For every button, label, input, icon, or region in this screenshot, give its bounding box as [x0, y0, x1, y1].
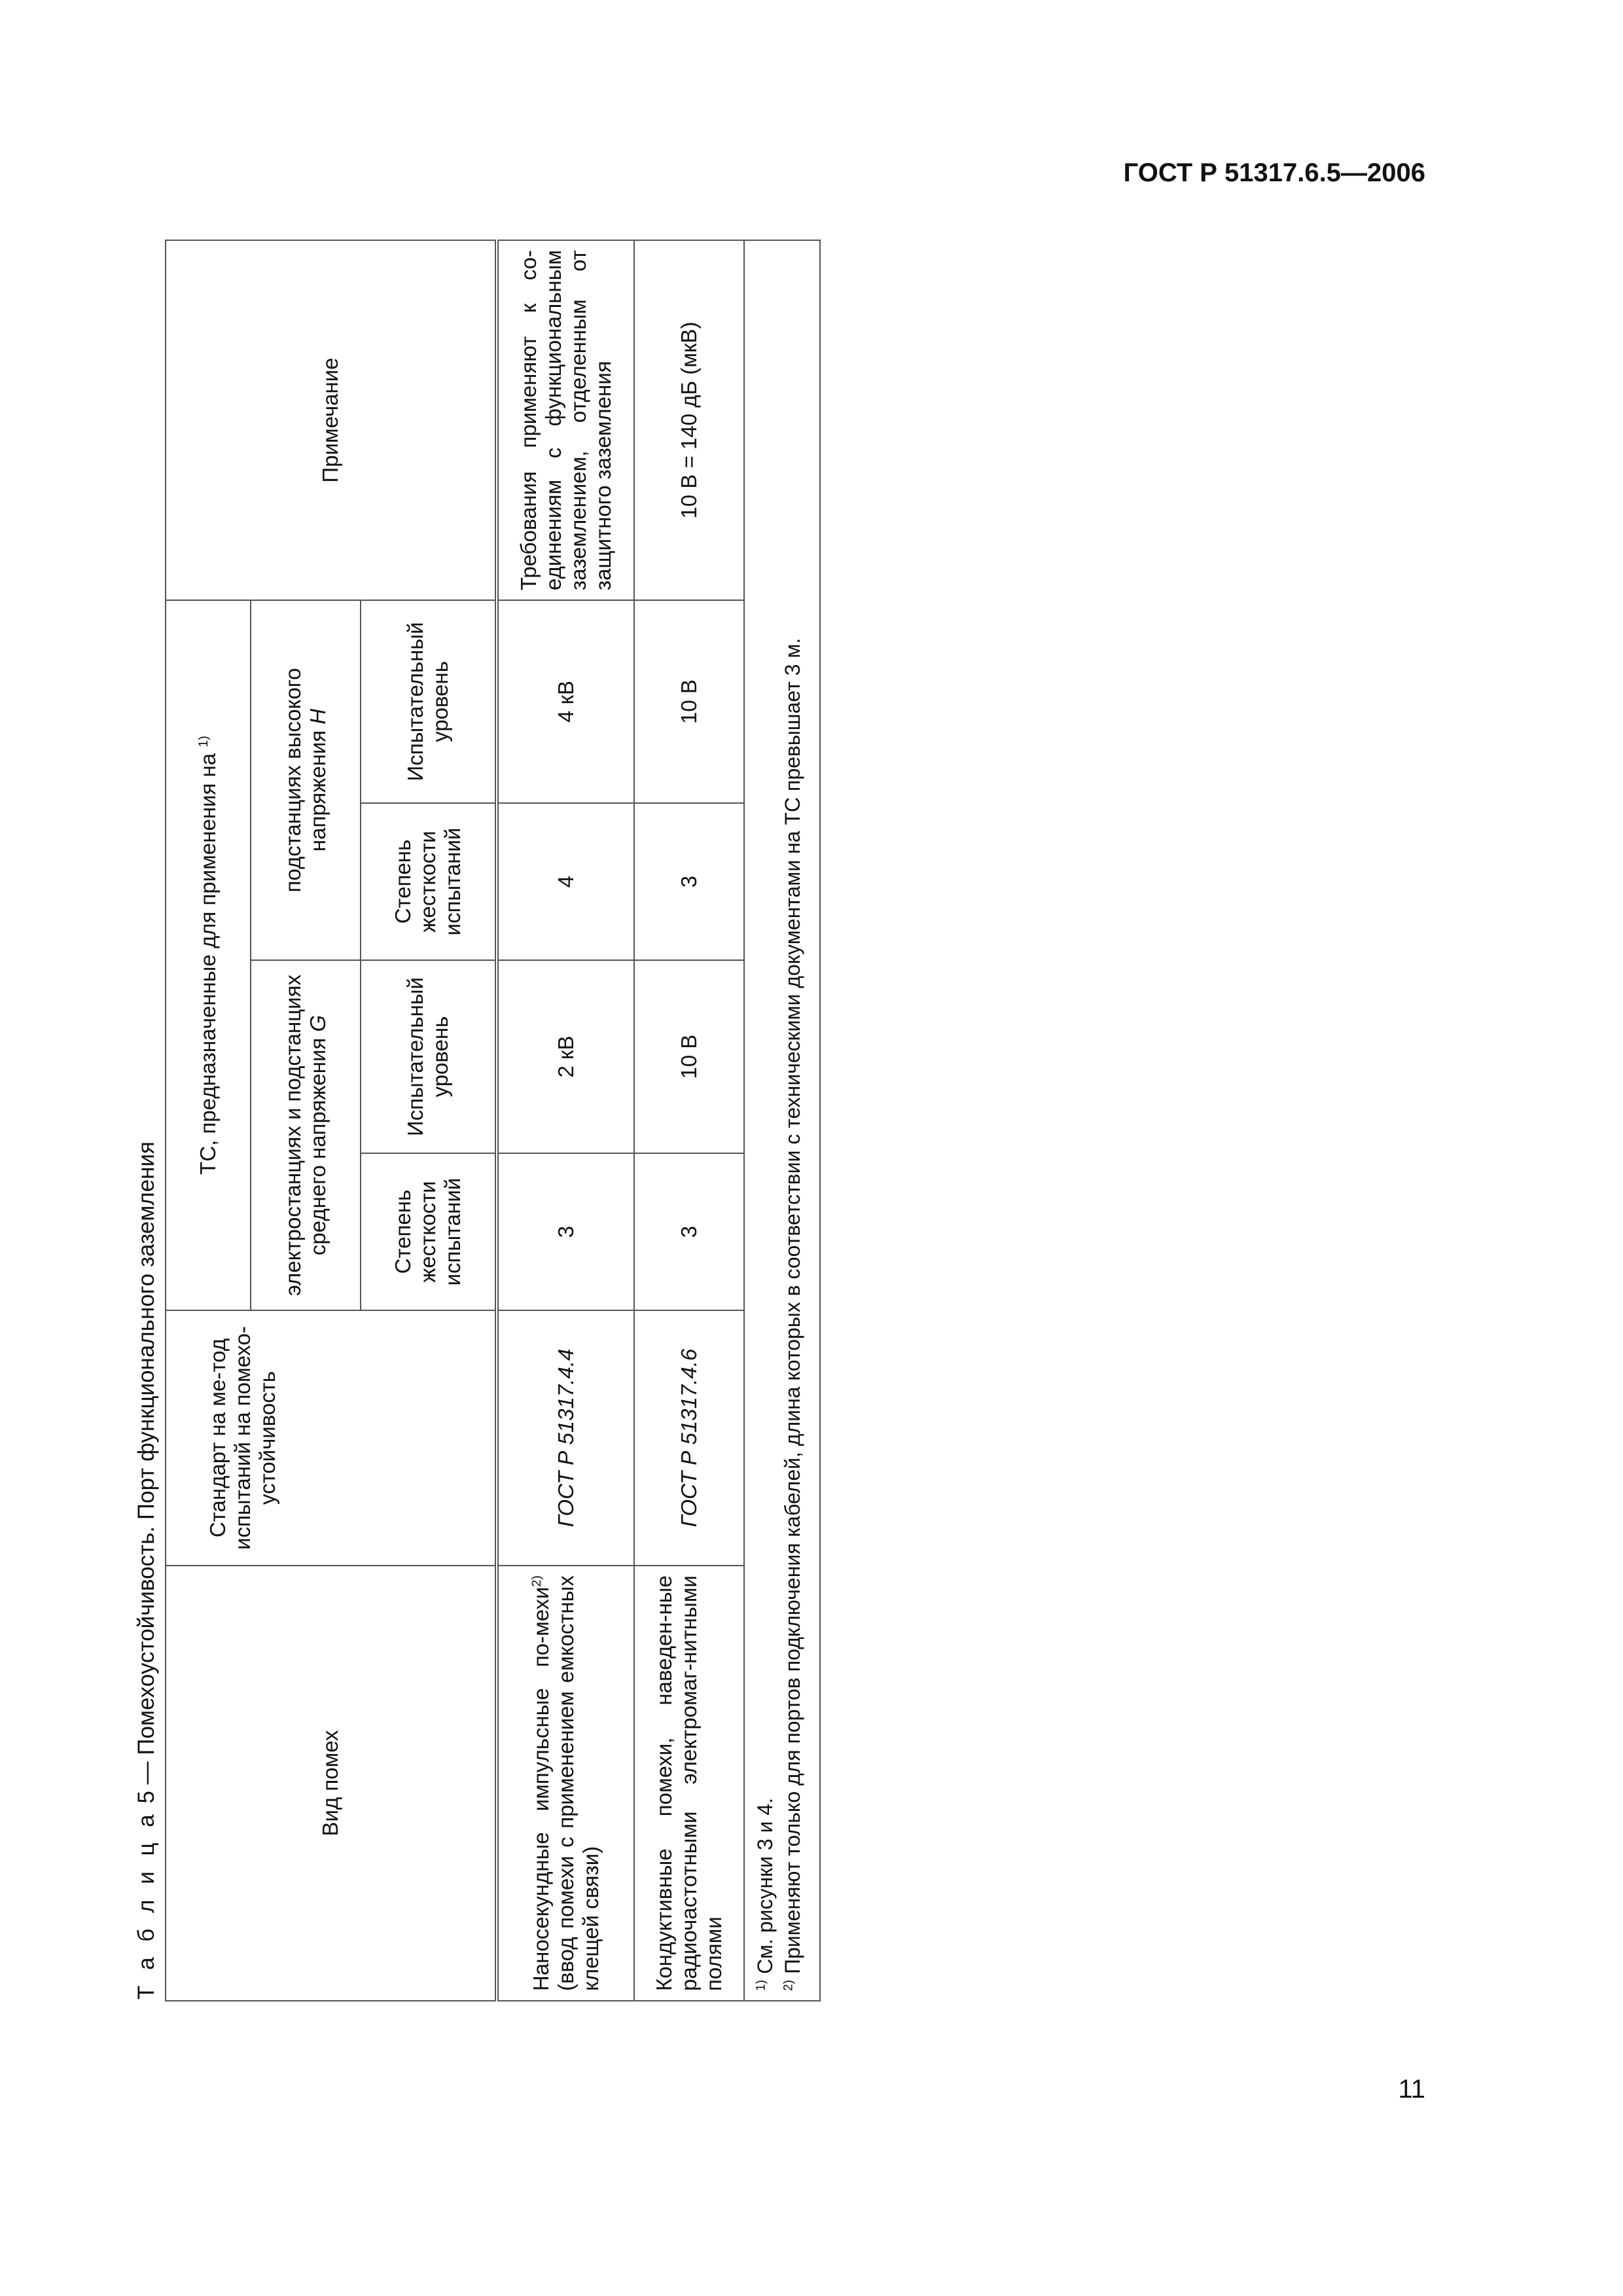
cell-standard: ГОСТ Р 51317.4.4 [497, 1310, 634, 1566]
cell-h-level: 10 В [634, 600, 744, 803]
header-kind: Вид помех [166, 1566, 497, 2001]
header-h-level: Испытательный уровень [361, 600, 497, 803]
header-g-level: Испытательный уровень [361, 960, 497, 1153]
table-caption-prefix: Т а б л и ц а [134, 1810, 159, 2000]
cell-kind [634, 1566, 744, 2001]
footnote-2-text: Применяют только для портов подключения кабелей, длина которых в соответствии с техническими документами на ТС превышает 3 м. [781, 637, 804, 1975]
cell-kind-footnote-mark: 2) [529, 1575, 544, 1587]
table-row [634, 240, 744, 2001]
header-group-h-text: подстанциях высокого напряжения [281, 668, 330, 893]
header-g-severity: Степень жесткости испытаний [361, 1153, 497, 1310]
header-group-g-letter: G [306, 1014, 330, 1032]
header-group-g [251, 960, 361, 1310]
cell-standard: ГОСТ Р 51317.4.6 [634, 1310, 744, 1566]
cell-g-severity: 3 [497, 1153, 634, 1310]
table-row [497, 240, 634, 2001]
header-note: Примечание [166, 240, 497, 600]
rotated-table-content [118, 229, 942, 2062]
header-group-g-text: электростанциях и подстанциях среднего напряжения [281, 975, 330, 1296]
cell-h-severity: 4 [497, 803, 634, 960]
footnote-2-mark: 2) [781, 1979, 796, 1991]
page-number: 11 [1398, 2075, 1425, 2104]
cell-h-level: 4 кВ [497, 600, 634, 803]
cell-note: Требования применяют к со-единениям с функциональным заземлением, отделенным от защитного заземления [497, 240, 634, 600]
footnote-1 [751, 250, 779, 1991]
header-h-severity: Степень жесткости испытаний [361, 803, 497, 960]
cell-g-level: 10 В [634, 960, 744, 1153]
cell-kind [497, 1566, 634, 2001]
cell-kind-text: Кондуктивные помехи, наведен-ные радиочастотными электромаг-нитными полями [652, 1575, 726, 1991]
footnote-2 [779, 250, 806, 1991]
header-tc-group-footnote-mark: 1) [196, 736, 211, 747]
footnotes [744, 240, 820, 2001]
cell-kind-text-cont: (ввод помехи с применением емкостных клещей связи) [554, 1575, 603, 1991]
table-caption-text: — Помехоустойчивость. Порт функционального заземления [134, 1141, 159, 1785]
footnote-1-text: См. рисунки 3 и 4. [753, 1797, 777, 1975]
header-tc-group [166, 600, 251, 1310]
table-caption [134, 1141, 160, 2000]
cell-h-severity: 3 [634, 803, 744, 960]
footnote-1-mark: 1) [754, 1979, 768, 1991]
cell-g-level: 2 кВ [497, 960, 634, 1153]
header-standard: Стандарт на ме-тод испытаний на помехо-устойчивость [166, 1310, 497, 1566]
rotated-table-area [118, 229, 1623, 2000]
immunity-table [165, 240, 821, 2001]
table-caption-number: 5 [134, 1791, 159, 1804]
header-group-h [251, 600, 361, 960]
cell-note: 10 В = 140 дБ (мкВ) [634, 240, 744, 600]
header-tc-group-text: ТС, предназначенные для применения на [196, 753, 221, 1175]
cell-kind-text: Наносекундные импульсные по-мехи [529, 1587, 554, 1991]
footnotes-row [744, 240, 820, 2001]
standard-header: ГОСТ Р 51317.6.5—2006 [1123, 158, 1425, 187]
cell-g-severity: 3 [634, 1153, 744, 1310]
header-group-h-letter: H [306, 708, 330, 725]
